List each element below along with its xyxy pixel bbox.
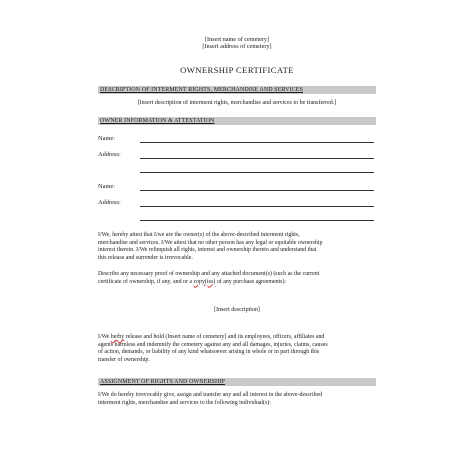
name-field-1[interactable] [140,142,374,143]
assignment-section-heading: ASSIGNMENT OF RIGHTS AND OWNERSHIP [98,378,376,386]
owner-section-heading: OWNER INFORMATION & ATTESTATION [98,117,376,125]
cemetery-address-placeholder: [Insert address of cemetery] [202,43,272,50]
address-field-2b[interactable] [140,220,374,221]
address-label-1: Address: [98,151,121,158]
name-label-1: Name: [98,135,116,142]
description-placeholder: [Insert description of interment rights, merchandise and services to be transferred.] [137,100,337,106]
address-field-2a[interactable] [140,206,374,207]
document-title: OWNERSHIP CERTIFICATE [180,65,294,75]
insert-description-placeholder: [Insert description] [214,307,260,313]
address-field-1a[interactable] [140,158,374,159]
name-field-2[interactable] [140,190,374,191]
name-label-2: Name: [98,183,116,190]
address-label-2: Address: [98,199,121,206]
release-paragraph: I/We herby release and hold (Insert name of cemetery] and its employees, officers, affiliates and agents harmless and indemnify the cemetery against any and all damages, injuries, claims, causes of action, demands, or liability of any kind whatsoever arising in whole or in part through this transfer of ownership. [98,334,328,363]
attestation-paragraph: I/We, hereby attest that I/we are the owner(s) of the above-described interment rights, merchandise and services. I/We attest that no other person has any legal or equitable ownership interest therein. I/We relinquish all rights, interest and ownership thereto and understand that this release and surrender is irrevocable. [98,232,323,261]
address-field-1b[interactable] [140,172,374,173]
assignment-paragraph: I/We do hereby irrevocably give, assign and transfer any and all interest in the above-described interment rights, merchandise and services to the following individual(s): [98,392,323,406]
proof-paragraph: Describe any necessary proof of ownership and any attached document(s) (such as the current certificate of ownership, if any, and or a copy(ies) of any purchase agreements): [98,271,320,285]
cemetery-name-placeholder: [Insert name of cemetery] [204,36,270,43]
description-section-heading: DESCRIPTION OF INTERMENT RIGHTS, MERCHANDISE AND SERVICES [98,86,376,94]
